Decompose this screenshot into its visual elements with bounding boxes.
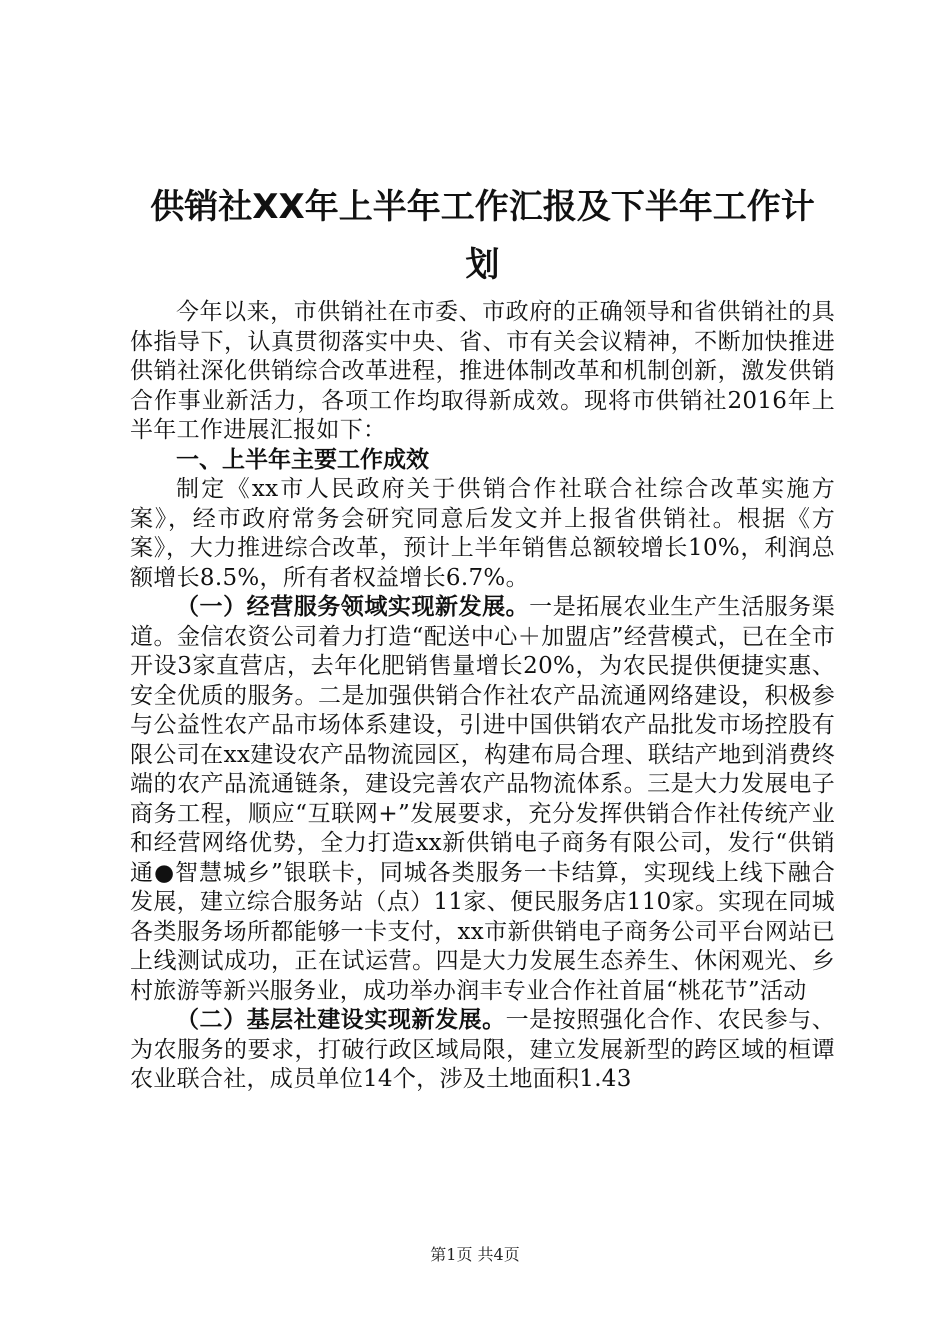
page-footer: 第1页 共4页 [430, 1245, 520, 1264]
document-title [130, 178, 835, 294]
title-line-1: 供销社XX年上半年工作汇报及下半年工作计 [150, 187, 815, 227]
subsection-1-title: （一）经营服务领域实现新发展。 [176, 594, 530, 620]
subsection-1-paragraph [130, 593, 835, 1006]
subsection-2-body: 一是按照强化合作、农民参与、为农服务的要求，打破行政区域局限，建立发展新型的跨区域的桓谭农业联合社，成员单位14个，涉及土地面积1.43 [130, 1007, 835, 1092]
intro-paragraph: 今年以来，市供销社在市委、市政府的正确领导和省供销社的具体指导下，认真贯彻落实中央、省、市有关会议精神，不断加快推进供销社深化供销综合改革进程，推进体制改革和机制创新，激发供销合作事业新活力，各项工作均取得新成效。现将市供销社2016年上半年工作进展汇报如下： [130, 299, 835, 443]
title-line-2: 划 [465, 245, 500, 285]
subsection-2-title: （二）基层社建设实现新发展。 [176, 1007, 506, 1033]
section-1-paragraph: 制定《xx市人民政府关于供销合作社联合社综合改革实施方案》，经市政府常务会研究同意后发文并上报省供销社。根据《方案》，大力推进综合改革，预计上半年销售总额较增长10%，利润总额增长8.5%，所有者权益增长6.7%。 [130, 476, 835, 591]
document-body [130, 178, 835, 1095]
subsection-2-paragraph [130, 1006, 835, 1095]
section-1-heading: 一、上半年主要工作成效 [176, 446, 429, 473]
subsection-1-body: 一是拓展农业生产生活服务渠道。金信农资公司着力打造“配送中心＋加盟店”经营模式，已在全市开设3家直营店，去年化肥销售量增长20%，为农民提供便捷实惠、安全优质的服务。二是加强供销合作社农产品流通网络建设，积极参与公益性农产品市场体系建设，引进中国供销农产品批发市场控股有限公司在xx建设农产品物流园区，构建布局合理、联结产地到消费终端的农产品流通链条，建设完善农产品物流体系。三是大力发展电子商务工程，顺应“互联网+”发展要求，充分发挥供销合作社传统产业和经营网络优势，全力打造xx新供销电子商务有限公司，发行“供销通●智慧城乡”银联卡，同城各类服务一卡结算，实现线上线下融合发展，建立综合服务站（点）11家、便民服务店110家。实现在同城各类服务场所都能够一卡支付，xx市新供销电子商务公司平台网站已上线测试成功，正在试运营。四是大力发展生态养生、休闲观光、乡村旅游等新兴服务业，成功举办润丰专业合作社首届“桃花节”活动 [130, 594, 836, 1004]
